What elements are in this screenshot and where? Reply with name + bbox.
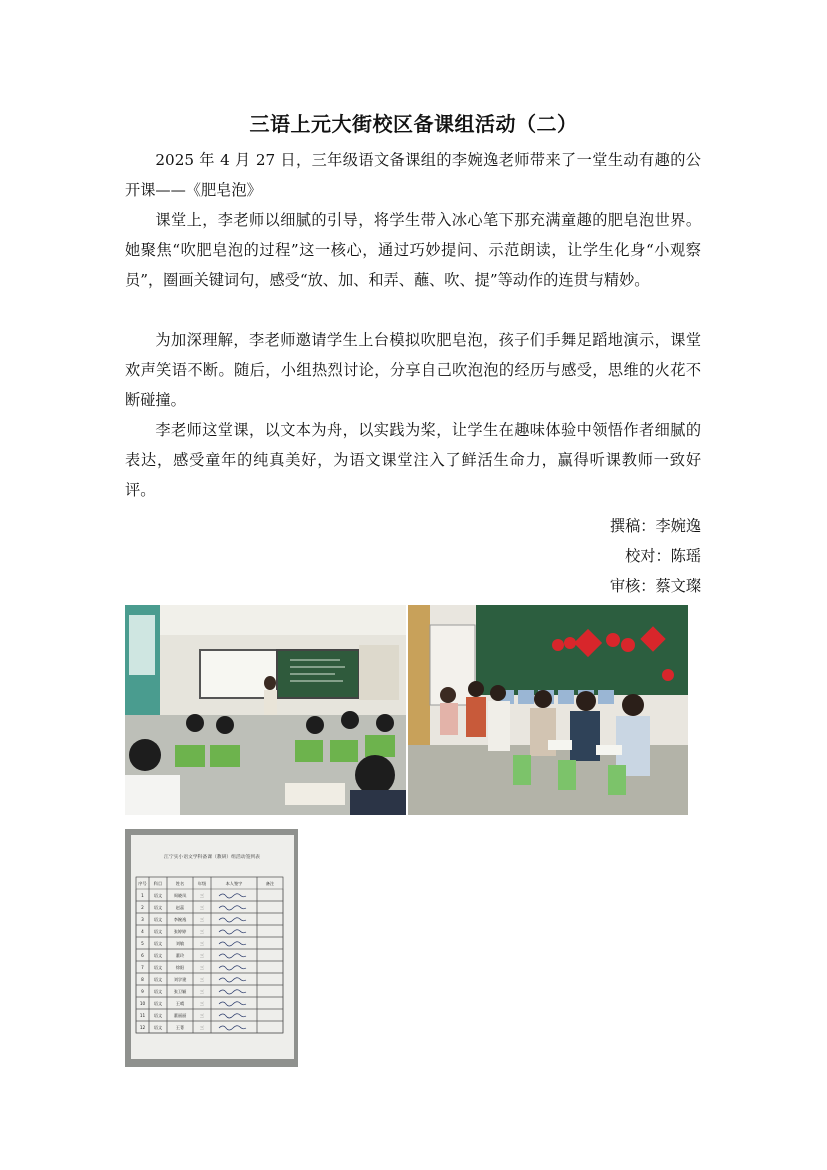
sheet-cell: 三 [199,1001,205,1006]
sheet-cell: 语文 [153,1013,163,1018]
sheet-cell: 三 [199,893,205,898]
sheet-cell: 语文 [153,1001,163,1006]
sheet-header-cell: 姓名 [175,881,185,886]
sheet-cell: 1 [141,893,144,898]
sheet-cell: 三 [199,953,205,958]
paragraph-1: 2025 年 4 月 27 日，三年级语文备课组的李婉逸老师带来了一堂生动有趣的公开课——《肥皂泡》 [125,151,701,199]
sheet-cell: 三 [199,989,205,994]
sheet-cell: 12 [139,1025,146,1030]
sheet-cell: 董丽丽 [173,1013,187,1018]
sheet-cell: 三 [199,917,205,922]
paragraph-2: 课堂上，李老师以细腻的引导，将学生带入冰心笔下那充满童趣的肥皂泡世界。她聚焦“吹肥皂泡的过程”这一核心，通过巧妙提问、示范朗读，让学生化身“小观察员”，圈画关键词句，感受“放、加、和弄、蘸、吹、提”等动作的连贯与精妙。 [125,211,701,289]
sheet-cell: 三 [199,1025,205,1030]
sheet-cell: 董玲 [175,953,185,958]
sheet-cell: 5 [141,941,144,946]
sheet-cell: 7 [141,965,144,970]
sheet-cell: 语文 [153,953,163,958]
sheet-cell: 三 [199,977,205,982]
sheet-cell: 徐阳 [175,965,185,970]
sheet-cell: 语文 [153,977,163,982]
classroom-photo [125,605,406,815]
observing-teachers-photo [408,605,688,815]
sheet-cell: 语文 [153,965,163,970]
sheet-cell: 周晓凤 [173,893,187,898]
sign-in-sheet-svg [125,829,298,1067]
sheet-cell: 3 [141,917,144,922]
sheet-cell: 4 [141,929,144,934]
sheet-header-cell: 序号 [138,881,147,886]
paragraph-3: 为加深理解，李老师邀请学生上台模拟吹肥皂泡，孩子们手舞足蹈地演示，课堂欢声笑语不断。随后，小组热烈讨论，分享自己吹泡泡的经历与感受，思维的火花不断碰撞。 [125,331,701,409]
sheet-cell: 语文 [153,929,163,934]
sheet-cell: 9 [141,989,144,994]
writer-credit: 撰稿：李婉逸 [609,517,701,535]
sheet-cell: 语文 [153,905,163,910]
sheet-cell: 赵蕊 [175,905,185,910]
sheet-cell: 三 [199,1013,205,1018]
sheet-title: 江宁实小语文学科备课（教研）组活动签到表 [164,855,260,860]
sheet-header-cell: 备注 [265,881,275,886]
sheet-cell: 8 [141,977,144,982]
sheet-cell: 语文 [153,917,163,922]
sheet-cell: 语文 [153,989,163,994]
sheet-cell: 李婉逸 [173,917,187,922]
sheet-header-cell: 年级 [197,881,207,886]
sheet-header-cell: 本人签字 [225,881,243,886]
sheet-cell: 刘敏 [175,941,185,946]
sheet-cell: 10 [139,1001,146,1006]
sheet-cell: 三 [199,905,205,910]
sheet-cell: 6 [141,953,144,958]
sheet-cell: 语文 [153,1025,163,1030]
sheet-cell: 语文 [153,941,163,946]
sheet-cell: 11 [139,1013,146,1018]
sheet-cell: 三 [199,965,205,970]
sheet-cell: 2 [141,905,144,910]
sign-in-sheet-photo [125,829,298,1067]
sheet-cell: 语文 [153,893,163,898]
sheet-cell: 王晴 [175,1001,185,1006]
proofreader-credit: 校对：陈瑶 [625,547,701,565]
sheet-cell: 三 [199,941,205,946]
sheet-cell: 刘学建 [173,977,187,982]
sheet-cell: 张婷婷 [173,929,187,934]
sheet-cell: 张卫颖 [173,989,187,994]
reviewer-credit: 审核：蔡文璨 [609,577,701,595]
document-title: 三语上元大街校区备课组活动（二） [249,112,578,136]
sheet-cell: 三 [199,929,205,934]
sheet-cell: 王菁 [175,1025,185,1030]
sheet-header-cell: 科目 [153,881,163,886]
paragraph-4: 李老师这堂课，以文本为舟，以实践为桨，让学生在趣味体验中领悟作者细腻的表达，感受童年的纯真美好，为语文课堂注入了鲜活生命力，赢得听课教师一致好评。 [125,421,701,499]
